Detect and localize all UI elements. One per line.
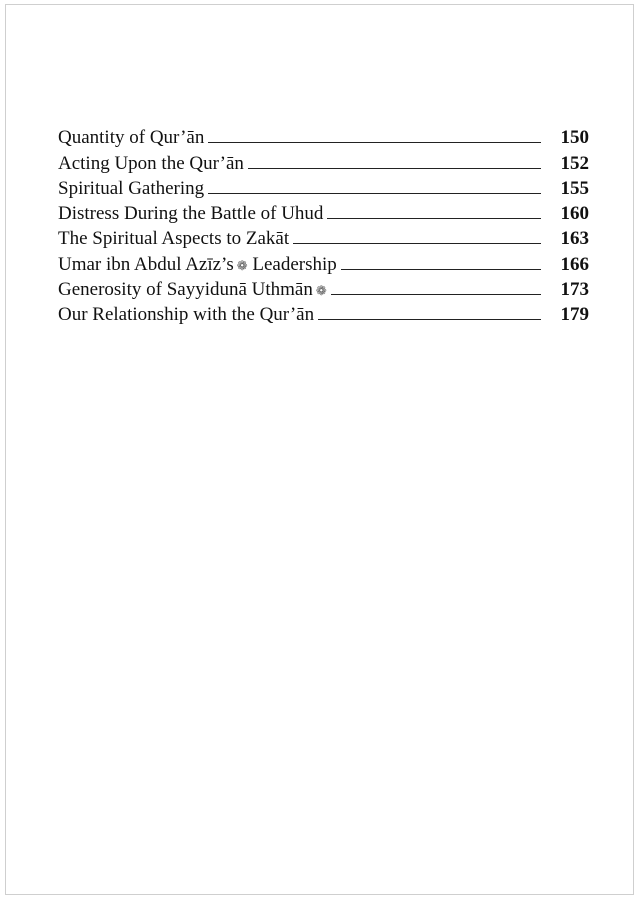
toc-entry-title — [58, 254, 337, 276]
toc-entry-title: Quantity of Qur’ān — [58, 127, 205, 149]
toc-entry[interactable] — [58, 250, 589, 275]
toc-page-number: 160 — [560, 203, 589, 225]
toc-page-number: 152 — [560, 152, 589, 174]
toc-page-number: 179 — [560, 304, 589, 326]
toc-entry[interactable] — [58, 149, 589, 174]
toc-page-number: 155 — [560, 177, 589, 199]
toc-entry[interactable] — [58, 225, 589, 250]
leader-line — [331, 294, 541, 295]
toc-entry[interactable] — [58, 175, 589, 200]
toc-entry-title: Acting Upon the Qur’ān — [58, 152, 244, 174]
toc-page-number: 150 — [560, 127, 589, 149]
toc-entry-title: Distress During the Battle of Uhud — [58, 203, 324, 225]
toc-entry-title — [58, 279, 327, 301]
honorific-glyph-icon: ❁ — [236, 257, 248, 273]
leader-line — [341, 269, 541, 270]
toc-page-number: 166 — [560, 253, 589, 275]
toc-entry-title: Spiritual Gathering — [58, 177, 205, 199]
table-of-contents — [58, 124, 589, 326]
leader-line — [318, 319, 541, 320]
leader-line — [293, 243, 541, 244]
honorific-glyph-icon: ❁ — [315, 283, 327, 299]
toc-entry-title: The Spiritual Aspects to Zakāt — [58, 228, 290, 250]
toc-entry[interactable] — [58, 276, 589, 301]
toc-page-number: 163 — [560, 228, 589, 250]
toc-entry[interactable] — [58, 124, 589, 149]
leader-line — [248, 168, 541, 169]
document-page — [5, 4, 634, 895]
toc-entry-title-part: Leadership — [247, 253, 337, 275]
leader-line — [208, 193, 541, 194]
toc-entry-title: Our Relationship with the Qur’ān — [58, 304, 315, 326]
toc-page-number: 173 — [560, 279, 589, 301]
leader-line — [208, 142, 541, 143]
toc-entry-title-part: Generosity of Sayyidunā Uthmān — [58, 279, 313, 301]
leader-line — [327, 218, 541, 219]
toc-entry[interactable] — [58, 301, 589, 326]
toc-entry-title-part: Umar ibn Abdul Azīz’s — [58, 253, 234, 275]
toc-entry[interactable] — [58, 200, 589, 225]
